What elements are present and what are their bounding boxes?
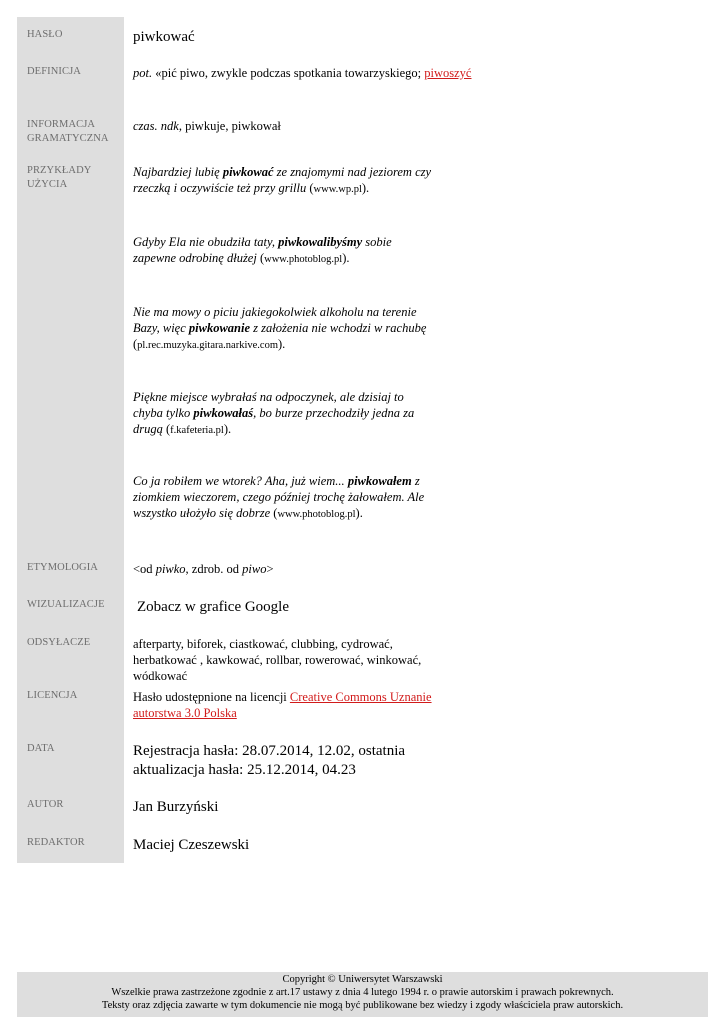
example-1: Najbardziej lubię piwkować ze znajomymi nad jeziorem czy rzeczką i oczywiście też przy grillu (www.wp.pl).	[133, 165, 432, 195]
example-source: www.photoblog.pl	[277, 509, 356, 520]
label-line: UŻYCIA	[27, 179, 68, 190]
license-text: Hasło udostępnione na licencji	[133, 690, 290, 704]
label-wizualizacje: WIZUALIZACJE	[27, 599, 105, 610]
example-5: Co ja robiłem we wtorek? Aha, już wiem... piwkowałem z ziomkiem wieczorem, czego później trochę żałowałem. Ale wszystko ułożyło się dobrze (www.photoblog.pl).	[133, 474, 425, 520]
label-informacja-gramatyczna	[27, 118, 122, 146]
grammar-info	[133, 118, 473, 134]
definition-register: pot.	[133, 66, 153, 80]
etymology-word: piwko	[155, 562, 186, 576]
footer-notice: Teksty oraz zdjęcia zawarte w tym dokumencie nie mogą być publikowane bez wiedzy i zgody właściciela praw autorskich.	[101, 1000, 624, 1011]
example-text: ze znajomymi nad jeziorem czy rzeczką i oczywiście też przy grillu	[133, 165, 432, 195]
etymology-text: <od	[133, 562, 156, 576]
example-text: , bo burze przechodziły jedna za drugą	[133, 406, 415, 436]
label-line: PRZYKŁADY	[27, 165, 92, 176]
definition-link[interactable]: piwoszyć	[424, 66, 472, 80]
label-data: DATA	[27, 743, 55, 754]
footer-copyright: Copyright © Uniwersytet Warszawski	[282, 974, 443, 985]
label-etymologia: ETYMOLOGIA	[27, 562, 98, 573]
example-text: z założenia nie wchodzi w rachubę	[250, 321, 427, 335]
license-link[interactable]: Creative Commons Uznanie autorstwa 3.0 Polska	[133, 690, 432, 720]
definition	[133, 65, 493, 81]
label-line: INFORMACJA	[27, 119, 96, 130]
example-3: Nie ma mowy o piciu jakiegokolwiek alkoholu na terenie Bazy, więc piwkowanie z założenia nie wchodzi w rachubę (pl.rec.muzyka.gitara.narkive.com).	[133, 305, 427, 351]
headword: piwkować	[133, 29, 195, 45]
example-keyword: piwkować	[222, 165, 274, 179]
label-haslo: HASŁO	[27, 29, 63, 40]
etymology-text: , zdrob. od	[185, 562, 243, 576]
example-source: pl.rec.muzyka.gitara.narkive.com	[137, 340, 278, 351]
definition-text: «pić piwo, zwykle podczas spotkania towarzyskiego;	[152, 66, 425, 80]
grammar-forms: , piwkuje, piwkował	[178, 119, 281, 133]
example-text: Nie ma mowy o piciu jakiegokolwiek alkoholu na terenie Bazy, więc	[133, 305, 417, 335]
example-4: Piękne miejsce wybrałaś na odpoczynek, ale dzisiaj to chyba tylko piwkowałaś, bo burze przechodziły jedna za drugą (f.kafeteria.pl).	[133, 390, 415, 436]
label-licencja: LICENCJA	[27, 690, 78, 701]
example-text: Gdyby Ela nie obudziła taty,	[133, 235, 279, 249]
label-definicja: DEFINICJA	[27, 66, 81, 77]
label-line: GRAMATYCZNA	[27, 133, 109, 144]
example-source: www.photoblog.pl	[264, 254, 343, 265]
example-source: f.kafeteria.pl	[170, 425, 224, 436]
editor-name: Maciej Czeszewski	[133, 837, 250, 853]
license	[133, 689, 443, 721]
example-text: Piękne miejsce wybrałaś na odpoczynek, ale dzisiaj to chyba tylko	[133, 390, 404, 420]
example-text: Co ja robiłem we wtorek? Aha, już wiem...	[133, 474, 348, 488]
example-text: z ziomkiem wieczorem, czego później trochę żałowałem. Ale wszystko ułożyło się dobrze	[133, 474, 425, 520]
example-2: Gdyby Ela nie obudziła taty, piwkowalibyśmy sobie zapewne odrobinę dłużej (www.photoblog.pl).	[133, 235, 392, 265]
example-text: Najbardziej lubię	[133, 165, 223, 179]
example-text: sobie zapewne odrobinę dłużej	[133, 235, 392, 265]
footer	[17, 972, 708, 1017]
label-autor: AUTOR	[27, 799, 64, 810]
google-images-link[interactable]: Zobacz w grafice Google	[137, 599, 290, 615]
label-odsylacze: ODSYŁACZE	[27, 637, 91, 648]
example-keyword: piwkowałaś	[193, 406, 254, 420]
dates: Rejestracja hasła: 28.07.2014, 12.02, ostatnia aktualizacja hasła: 25.12.2014, 04.23	[133, 743, 406, 778]
example-keyword: piwkowałem	[347, 474, 412, 488]
example-source: www.wp.pl	[313, 184, 362, 195]
etymology-text: >	[266, 562, 274, 576]
etymology-word: piwo	[242, 562, 267, 576]
example-keyword: piwkowanie	[188, 321, 251, 335]
grammar-class: czas. ndk	[133, 119, 179, 133]
label-redaktor: REDAKTOR	[27, 837, 85, 848]
example-keyword: piwkowalibyśmy	[278, 235, 363, 249]
etymology	[133, 561, 473, 577]
author-name: Jan Burzyński	[133, 799, 219, 815]
footer-rights: Wszelkie prawa zastrzeżone zgodnie z art.17 ustawy z dnia 4 lutego 1994 r. o prawie autorskim i prawach pokrewnych.	[111, 987, 614, 998]
cross-references: afterparty, biforek, ciastkować, clubbing, cydrować, herbatkować , kawkować, rollbar, rowerować, winkować, wódkować	[133, 637, 422, 683]
label-przyklady-uzycia	[27, 164, 122, 192]
